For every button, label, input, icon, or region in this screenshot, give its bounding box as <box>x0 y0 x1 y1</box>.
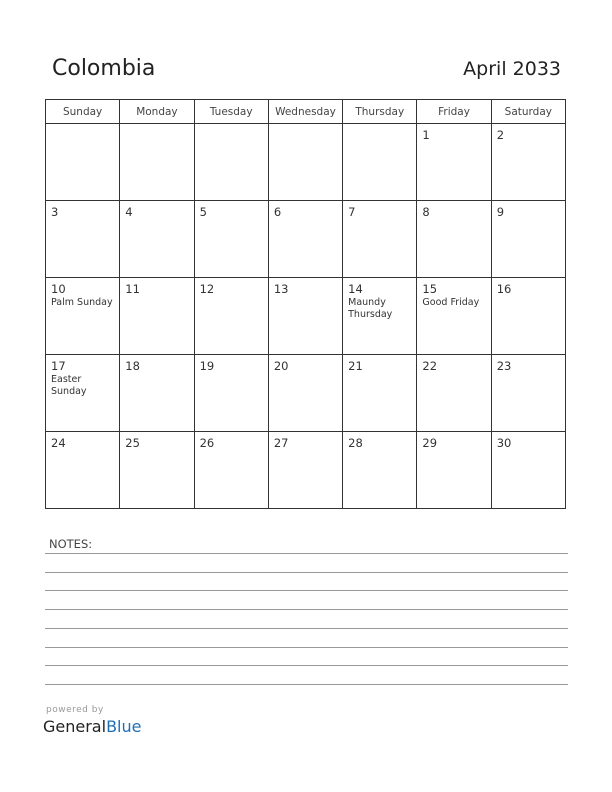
day-cell <box>417 124 491 201</box>
powered-by-text: powered by <box>46 705 104 715</box>
day-cell <box>268 278 342 355</box>
holiday-label: Palm Sunday <box>51 297 113 308</box>
day-number: 17 <box>51 359 66 373</box>
day-number: 14 <box>348 282 363 296</box>
day-cell <box>343 201 417 278</box>
day-cell <box>343 278 417 355</box>
day-cell <box>120 355 194 432</box>
day-number: 21 <box>348 359 363 373</box>
day-number: 10 <box>51 282 66 296</box>
day-cell <box>46 278 120 355</box>
day-cell <box>491 278 565 355</box>
holiday-label: Easter Sunday <box>51 374 87 397</box>
day-number: 22 <box>422 359 438 373</box>
day-cell <box>46 432 120 509</box>
weekday-header-row <box>46 100 566 124</box>
day-number: 1 <box>422 128 430 142</box>
day-cell <box>268 355 342 432</box>
brand-blue: Blue <box>106 717 142 736</box>
day-number: 23 <box>496 359 512 373</box>
calendar-grid <box>45 99 566 509</box>
day-cell <box>194 432 268 509</box>
day-cell <box>268 201 342 278</box>
day-cell <box>417 432 491 509</box>
day-number: 26 <box>199 436 215 450</box>
weekday-header: Wednesday <box>268 100 342 124</box>
week-row <box>46 201 566 278</box>
day-cell <box>120 432 194 509</box>
day-cell <box>120 201 194 278</box>
day-cell <box>46 201 120 278</box>
day-number: 29 <box>422 436 438 450</box>
week-row <box>46 432 566 509</box>
generalblue-logo <box>43 717 141 736</box>
day-number: 5 <box>199 205 207 219</box>
weekday-header: Sunday <box>46 100 120 124</box>
weekday-header: Monday <box>120 100 194 124</box>
day-cell <box>491 432 565 509</box>
day-number: 13 <box>273 282 289 296</box>
day-number: 7 <box>348 205 356 219</box>
day-cell <box>46 124 120 201</box>
day-number: 15 <box>422 282 438 296</box>
day-cell <box>417 201 491 278</box>
day-number: 25 <box>125 436 140 450</box>
note-line <box>45 609 568 610</box>
notes-label: NOTES: <box>49 537 93 551</box>
day-cell <box>268 124 342 201</box>
month-year-title: April 2033 <box>463 58 561 80</box>
weekday-header: Thursday <box>343 100 417 124</box>
note-line <box>45 572 568 573</box>
day-cell <box>194 278 268 355</box>
day-number: 30 <box>496 436 512 450</box>
country-title: Colombia <box>52 56 156 81</box>
day-number: 12 <box>199 282 215 296</box>
day-number: 4 <box>125 205 133 219</box>
note-line <box>45 684 568 685</box>
week-row <box>46 278 566 355</box>
day-number: 9 <box>496 205 505 219</box>
note-line <box>45 665 568 666</box>
weekday-header: Saturday <box>491 100 565 124</box>
note-line <box>45 590 568 591</box>
day-number: 18 <box>125 359 140 373</box>
day-cell <box>194 124 268 201</box>
day-cell <box>491 355 565 432</box>
note-line <box>45 628 568 629</box>
day-number: 6 <box>273 205 282 219</box>
day-cell <box>417 355 491 432</box>
day-cell <box>343 432 417 509</box>
day-number: 19 <box>199 359 215 373</box>
day-number: 27 <box>273 436 289 450</box>
day-number: 28 <box>348 436 363 450</box>
week-row <box>46 124 566 201</box>
day-number: 20 <box>273 359 289 373</box>
day-number: 3 <box>51 205 59 219</box>
day-cell <box>194 355 268 432</box>
day-number: 2 <box>496 128 505 142</box>
brand-general: General <box>43 717 107 736</box>
day-cell <box>491 201 565 278</box>
day-number: 16 <box>496 282 512 296</box>
weekday-header: Friday <box>417 100 491 124</box>
holiday-label: Maundy Thursday <box>348 297 393 320</box>
day-cell <box>343 355 417 432</box>
day-cell <box>343 124 417 201</box>
day-cell <box>120 124 194 201</box>
day-cell <box>120 278 194 355</box>
day-cell <box>194 201 268 278</box>
day-cell <box>268 432 342 509</box>
holiday-label: Good Friday <box>422 297 480 308</box>
day-cell <box>491 124 565 201</box>
day-number: 8 <box>422 205 430 219</box>
day-number: 24 <box>51 436 66 450</box>
day-number: 11 <box>125 282 140 296</box>
day-cell <box>46 355 120 432</box>
note-line <box>45 553 568 554</box>
weekday-header: Tuesday <box>194 100 268 124</box>
day-cell <box>417 278 491 355</box>
note-line <box>45 647 568 648</box>
week-row <box>46 355 566 432</box>
